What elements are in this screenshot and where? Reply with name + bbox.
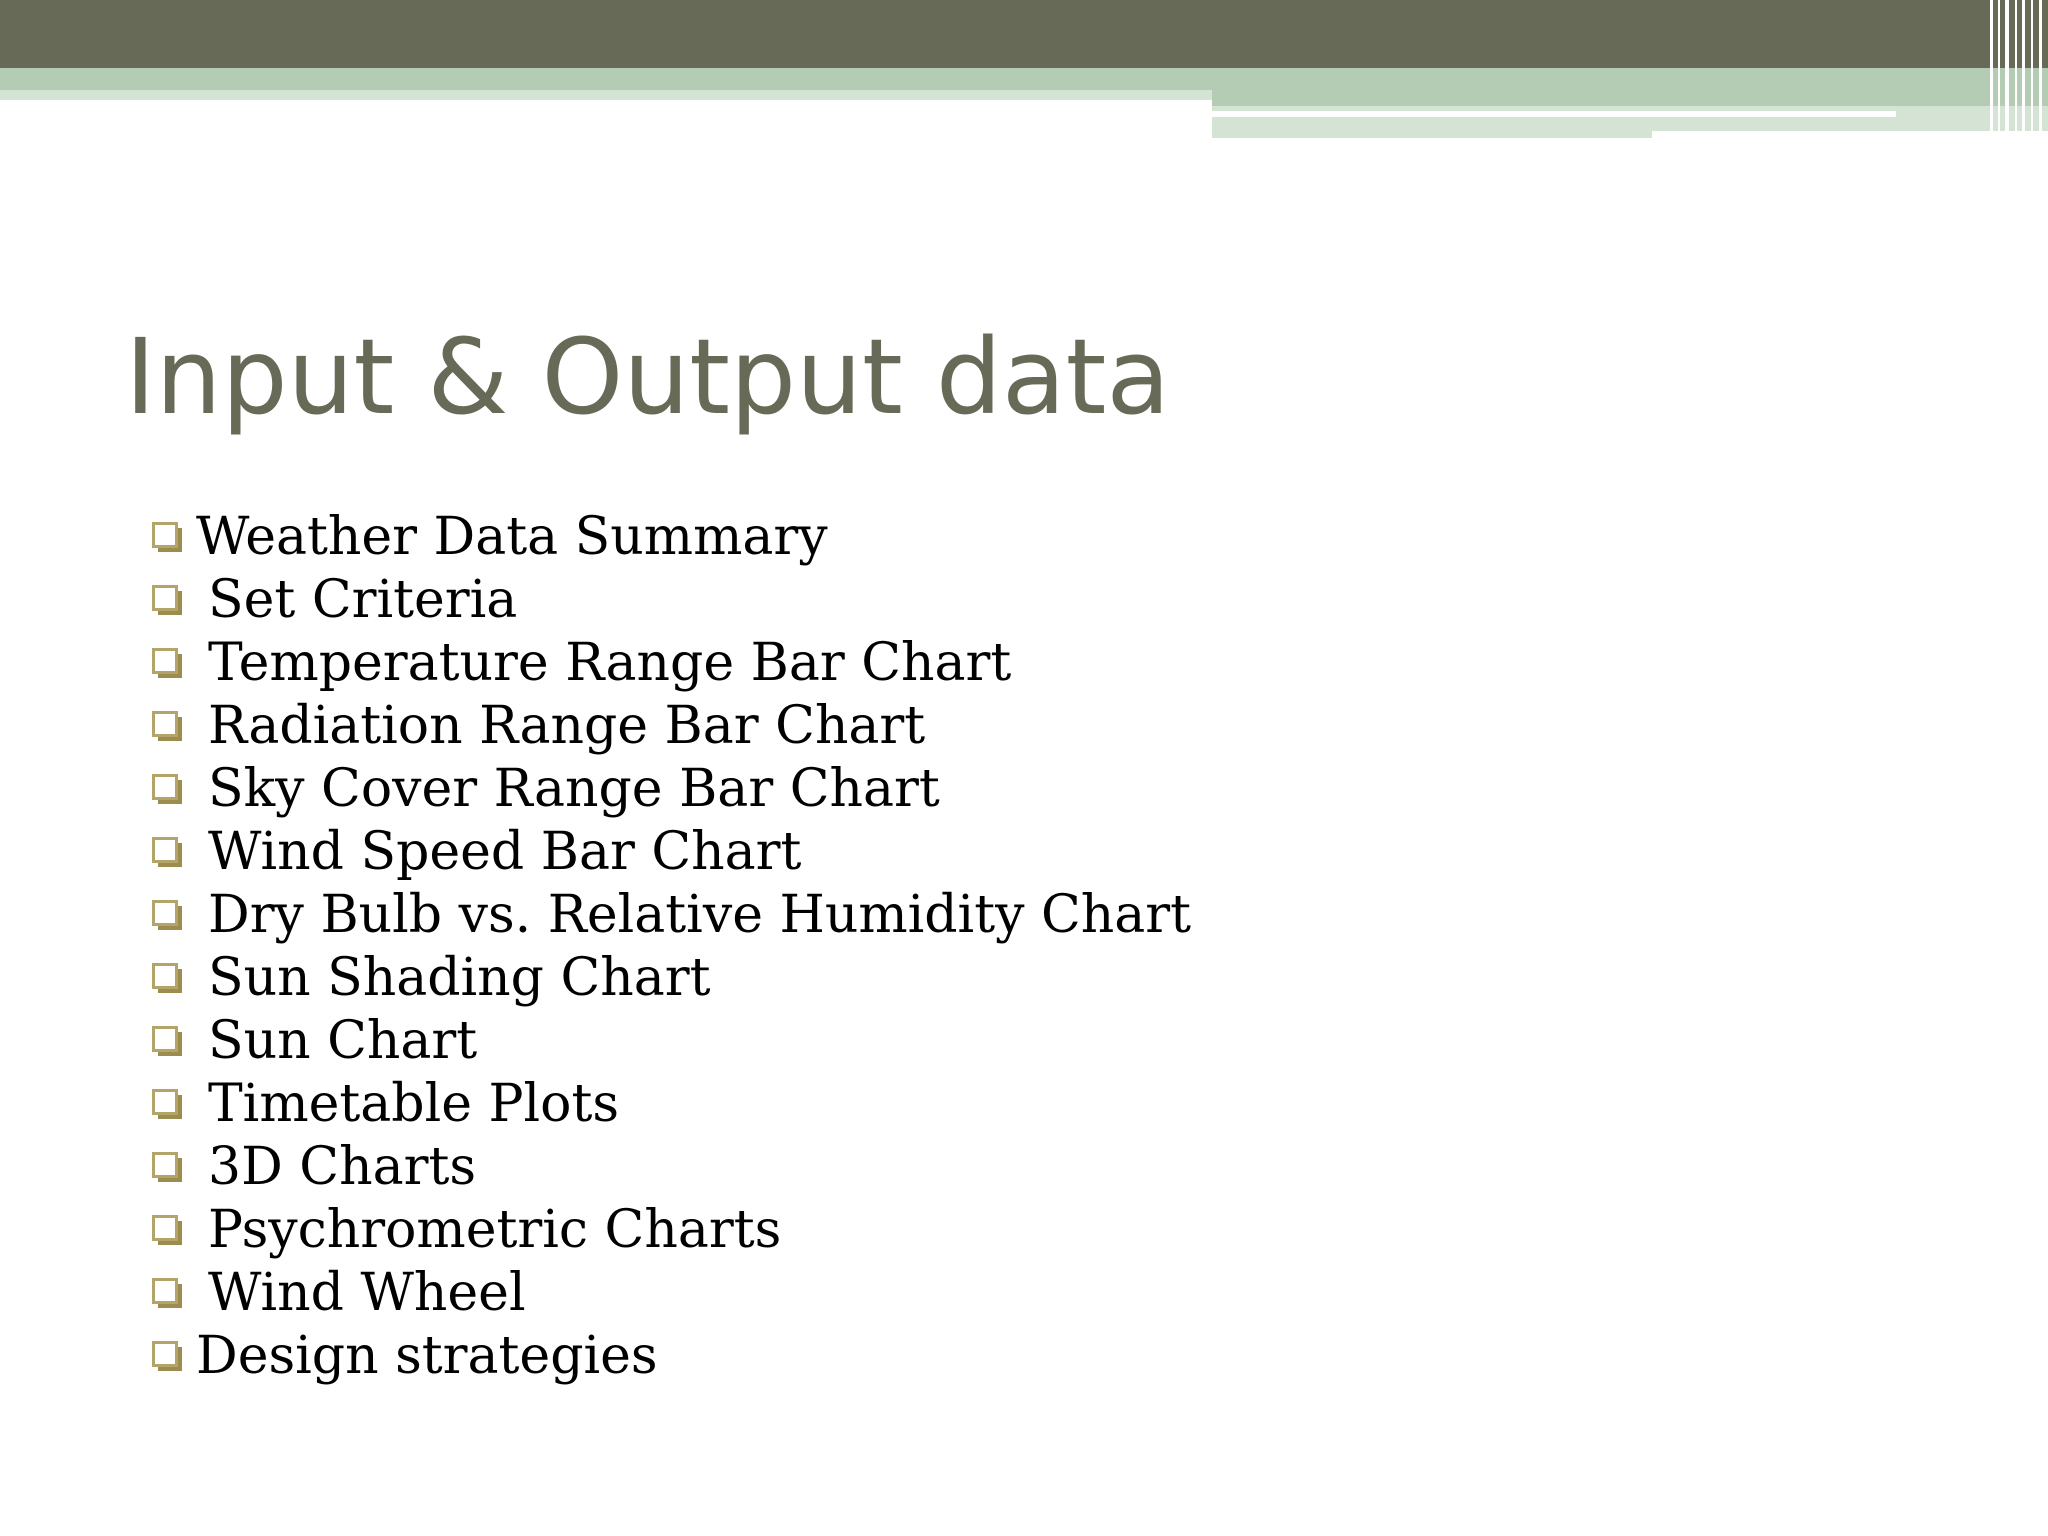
header-stripe bbox=[0, 90, 1212, 100]
list-item bbox=[152, 694, 1191, 757]
checkbox-icon bbox=[152, 1215, 182, 1245]
list-item-label: Timetable Plots bbox=[208, 1073, 620, 1134]
list-item-label: Design strategies bbox=[196, 1325, 658, 1386]
checkbox-icon bbox=[152, 1278, 182, 1308]
header-band bbox=[0, 0, 2048, 68]
list-item bbox=[152, 1198, 1191, 1261]
checkbox-icon bbox=[152, 1152, 182, 1182]
checkbox-icon bbox=[152, 963, 182, 993]
list-item-label: Sky Cover Range Bar Chart bbox=[208, 758, 940, 819]
list-item-label: Sun Shading Chart bbox=[208, 947, 711, 1008]
list-item-label: Dry Bulb vs. Relative Humidity Chart bbox=[208, 884, 1192, 945]
list-item bbox=[152, 568, 1191, 631]
bullet-list bbox=[152, 505, 1191, 1387]
list-item-label: 3D Charts bbox=[208, 1136, 477, 1197]
header-stripe bbox=[1212, 90, 2048, 106]
list-item bbox=[152, 505, 1191, 568]
checkbox-icon bbox=[152, 1026, 182, 1056]
list-item bbox=[152, 883, 1191, 946]
checkbox-icon bbox=[152, 1089, 182, 1119]
list-item bbox=[152, 631, 1191, 694]
list-item bbox=[152, 1324, 1191, 1387]
header-edge-lines bbox=[1986, 0, 2048, 138]
checkbox-icon bbox=[152, 648, 182, 678]
list-item bbox=[152, 1135, 1191, 1198]
header-stripe bbox=[1212, 111, 1896, 117]
checkbox-icon bbox=[152, 774, 182, 804]
list-item-label: Psychrometric Charts bbox=[208, 1199, 782, 1260]
checkbox-icon bbox=[152, 837, 182, 867]
checkbox-icon bbox=[152, 585, 182, 615]
list-item bbox=[152, 1072, 1191, 1135]
list-item-label: Wind Speed Bar Chart bbox=[208, 821, 802, 882]
list-item-label: Weather Data Summary bbox=[196, 506, 828, 567]
header-stripe bbox=[0, 68, 2048, 90]
list-item bbox=[152, 757, 1191, 820]
list-item-label: Set Criteria bbox=[208, 569, 518, 630]
list-item-label: Sun Chart bbox=[208, 1010, 478, 1071]
checkbox-icon bbox=[152, 900, 182, 930]
list-item-label: Wind Wheel bbox=[208, 1262, 526, 1323]
checkbox-icon bbox=[152, 522, 182, 552]
list-item bbox=[152, 820, 1191, 883]
list-item-label: Radiation Range Bar Chart bbox=[208, 695, 926, 756]
list-item-label: Temperature Range Bar Chart bbox=[208, 632, 1012, 693]
checkbox-icon bbox=[152, 1341, 182, 1371]
checkbox-icon bbox=[152, 711, 182, 741]
slide-title: Input & Output data bbox=[125, 316, 1171, 438]
list-item bbox=[152, 1009, 1191, 1072]
list-item bbox=[152, 1261, 1191, 1324]
list-item bbox=[152, 946, 1191, 1009]
